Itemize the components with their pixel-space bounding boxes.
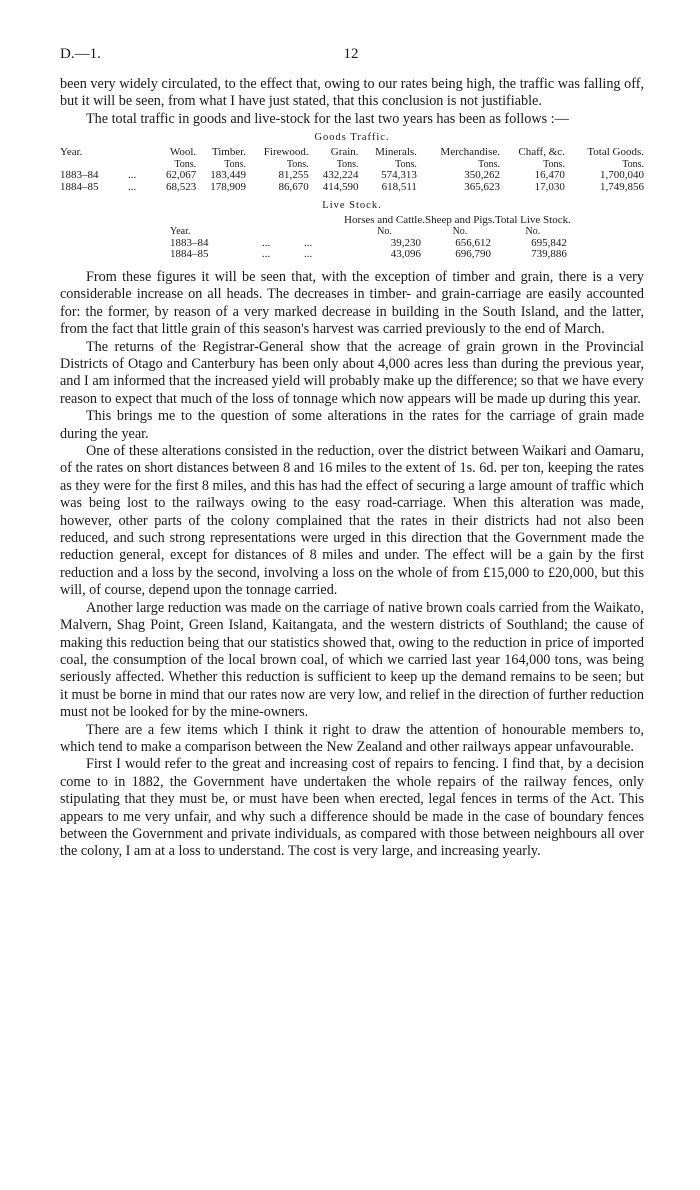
unit-cell: Tons. <box>622 158 644 170</box>
column-header: Total Goods. <box>587 146 644 159</box>
column-header: Total Live Stock. <box>494 213 571 226</box>
value-cell: 618,511 <box>381 181 417 193</box>
paragraph: been very widely circulated, to the effect that, owing to our rates being high, the traffic was falling off, but it will be seen, from what I have just stated, that this conclusion is not justifiable. <box>60 76 644 110</box>
value-cell: 17,030 <box>534 181 565 193</box>
leader-dots: ... <box>304 248 313 261</box>
paragraph: First I would refer to the great and increasing cost of repairs to fencing. I find that, by a decision come to in 1882, the Government have undertaken the whole repairs of the railway fences, only stipulating that they must be, or must have been when erected, legal fences in terms of the Act. This appears to me very unfair, and why such a difference should be made in the case of boundary fences between the Government and private individuals, as compared with those between neighbours all over the colony, I am at a loss to understand. The cost is very large, and increasing yearly. <box>60 756 644 860</box>
value-cell: 350,262 <box>464 169 500 182</box>
leader-dots: ... <box>304 236 313 249</box>
table-row <box>170 249 571 261</box>
value-cell: 86,670 <box>278 181 309 193</box>
column-header: Chaff, &c. <box>518 146 565 159</box>
live-stock-caption: Live Stock. <box>322 199 382 211</box>
leader-dots: ... <box>128 181 137 193</box>
unit-cell: Tons. <box>174 158 197 170</box>
value-cell: 81,255 <box>278 169 309 182</box>
unit-cell: No. <box>452 226 468 238</box>
table-header-row <box>170 215 571 227</box>
value-cell: 1,700,040 <box>600 169 644 182</box>
live-stock-table <box>170 215 571 261</box>
paragraph: This brings me to the question of some alterations in the rates for the carriage of grain made during the year. <box>60 408 644 442</box>
unit-cell: Tons. <box>478 158 500 170</box>
value-cell: 365,623 <box>464 181 500 193</box>
table-row <box>170 238 571 250</box>
leader-dots: ... <box>128 169 137 182</box>
value-cell: 68,523 <box>165 181 197 193</box>
value-cell: 432,224 <box>322 169 359 182</box>
column-header: Timber. <box>211 146 247 159</box>
paragraph: From these figures it will be seen that, with the exception of timber and grain, there is a very considerable increase on all heads. The decreases in timber- and grain-carriage are easily accounted for: the former, by reason of a very marked decrease in building in the South Island, and the latter, from the fact that little grain of this season's harvest was carried previously to the end of March. <box>60 268 644 338</box>
paragraph: The returns of the Registrar-General show that the acreage of grain grown in the Provincial Districts of Otago and Canterbury has been only about 4,000 acres less than during the previous year, and I am informed that the increased yield will probably make up the difference; so that we have every reason to expect that much of the loss of tonnage which now appears will be made up during this year. <box>60 338 644 407</box>
page-number: 12 <box>343 46 359 62</box>
spacer-cell <box>128 147 154 159</box>
page-header <box>60 46 642 68</box>
paragraph: One of these alterations consisted in the reduction, over the district between Waikari and Oamaru, of the rates on short distances between 8 and 16 miles to the extent of 1s. 6d. per ton, keeping the rates as they were for the first 8 miles, and this has had the effect of securing a large amount of traffic which was being lost to the railways owing to the easy road-carriage. When this alteration was made, however, other parts of the colony complained that the rates in their districts had not also been reduced, and such strong representations were urged in this direction that the Government made the reduction general, except for distances of 8 miles and under. The effect will be a gain by the first reduction and a loss by the second, involving a loss on the whole of from £15,000 to £20,000, but this will, of course, depend upon the tonnage carried. <box>60 443 644 599</box>
goods-traffic-caption: Goods Traffic. <box>314 132 390 144</box>
column-header: Horses and Cattle. <box>344 213 425 226</box>
unit-cell: Tons. <box>286 158 309 170</box>
goods-traffic-table <box>60 147 644 193</box>
column-header: Sheep and Pigs. <box>424 213 495 226</box>
column-header: Minerals. <box>375 146 417 159</box>
unit-cell: No. <box>525 226 541 238</box>
column-header: Firewood. <box>263 146 309 159</box>
leader-dots: ... <box>262 248 271 261</box>
table-row <box>60 182 644 194</box>
column-header: Merchandise. <box>440 146 500 159</box>
unit-cell: Tons. <box>543 158 565 170</box>
value-cell: 178,909 <box>210 181 247 193</box>
unit-cell: Tons. <box>224 158 247 170</box>
value-cell: 39,230 <box>390 236 421 249</box>
paragraph: There are a few items which I think it right to draw the attention of honourable members to, which tend to make a comparison between the New Zealand and other railways appear unfavourable. <box>60 721 644 755</box>
value-cell: 656,612 <box>455 236 491 249</box>
year-cell: 1883–84 <box>170 236 209 249</box>
table-header-row <box>60 147 644 159</box>
column-header: Year. <box>60 146 83 159</box>
value-cell: 62,067 <box>165 169 197 182</box>
column-header: Year. <box>170 226 191 238</box>
year-cell: 1884–85 <box>60 181 99 193</box>
unit-cell: Tons. <box>395 158 417 170</box>
value-cell: 695,842 <box>531 236 567 249</box>
document-reference: D.—1. <box>60 46 101 62</box>
year-cell: 1883–84 <box>60 169 99 182</box>
value-cell: 696,790 <box>455 248 491 261</box>
paragraph: The total traffic in goods and live-stock for the last two years has been as follows :— <box>86 110 569 127</box>
column-header: Grain. <box>330 146 359 159</box>
page-body <box>60 76 644 861</box>
value-cell: 1,749,856 <box>600 181 644 193</box>
value-cell: 574,313 <box>381 169 417 182</box>
unit-cell: Tons. <box>336 158 359 170</box>
unit-cell: No. <box>377 226 392 238</box>
column-header: Wool. <box>169 146 197 159</box>
year-cell: 1884–85 <box>170 248 209 261</box>
value-cell: 183,449 <box>210 169 247 182</box>
leader-dots: ... <box>262 236 271 249</box>
units-row <box>170 226 571 238</box>
value-cell: 43,096 <box>390 248 421 261</box>
value-cell: 414,590 <box>322 181 359 193</box>
paragraph: Another large reduction was made on the carriage of native brown coals carried from the Waikato, Malvern, Shag Point, Green Island, Kaitangata, and the western districts of Southland; the cause of making this reduction being that our statistics showed that, owing to the reduction in price of imported coal, the consumption of the local brown coal, of which we carried last year 164,000 tons, was being seriously affected. Whether this reduction is sufficient to keep up the demand remains to be seen; but it must be borne in mind that our rates now are very low, and relief in the direction of further reduction must not be looked for by the mine-owners. <box>60 599 644 721</box>
value-cell: 16,470 <box>534 169 565 182</box>
value-cell: 739,886 <box>531 248 567 261</box>
